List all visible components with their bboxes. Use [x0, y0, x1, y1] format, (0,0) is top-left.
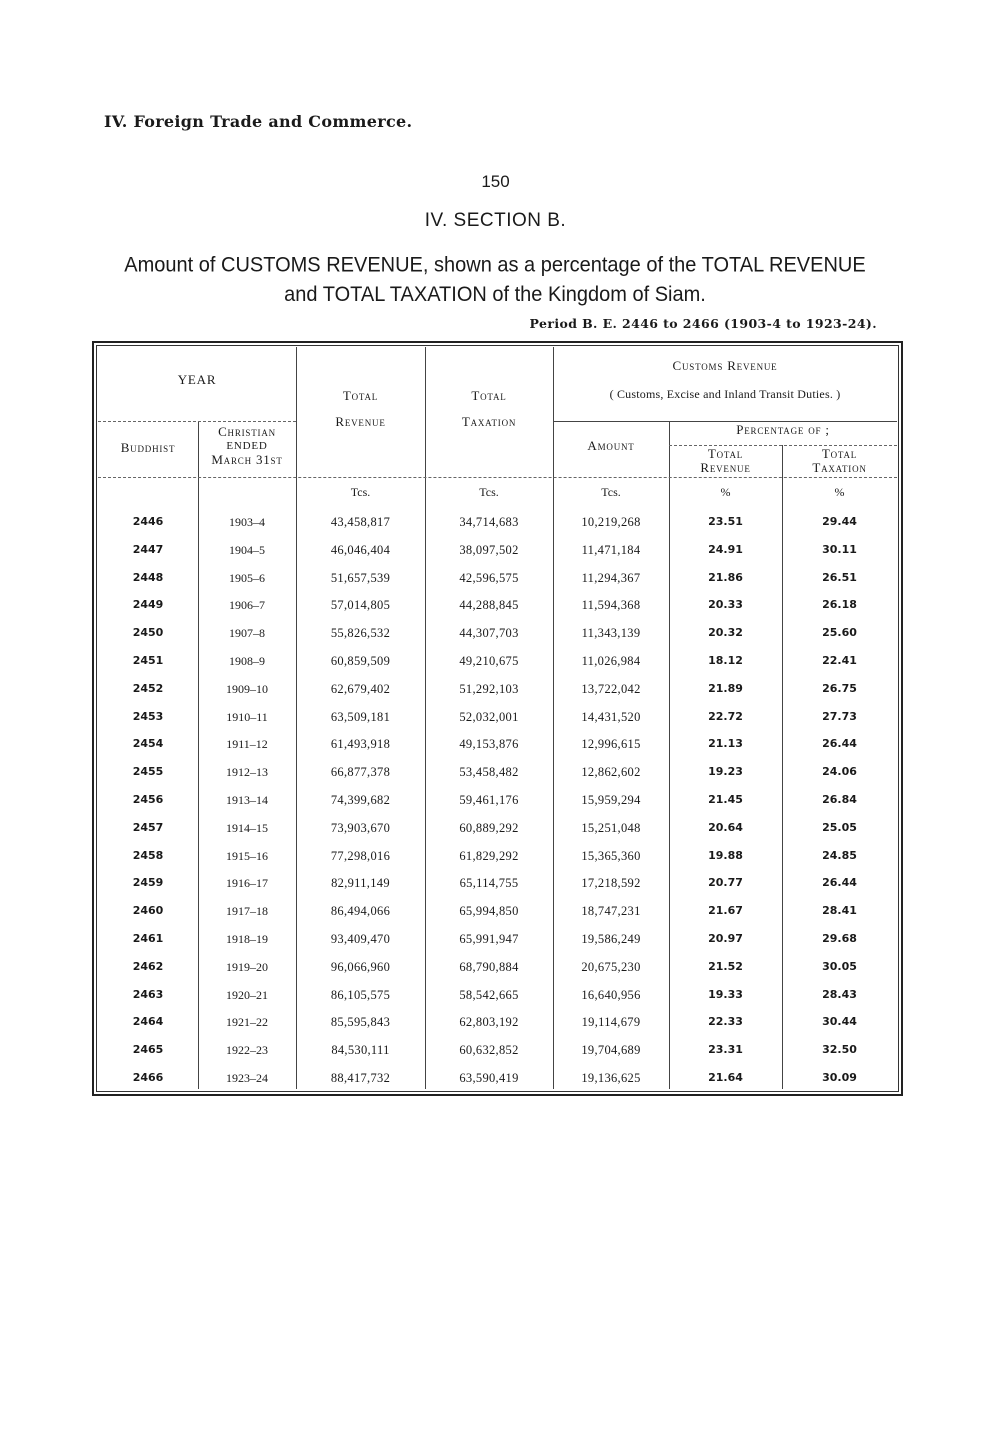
cell-christian-year: 1910–11: [226, 709, 268, 724]
cell-total-revenue: 63,509,181: [330, 709, 391, 724]
cell-buddhist-year: 2453: [132, 709, 164, 723]
cell-total-taxation: 42,596,575: [459, 570, 519, 585]
cell-total-revenue: 43,458,817: [330, 515, 391, 529]
cell-pct-revenue: 21.52: [708, 959, 743, 973]
cell-total-revenue: 85,595,843: [330, 1015, 391, 1030]
cell-total-taxation: 60,632,852: [459, 1043, 519, 1058]
cell-total-revenue: 74,399,682: [330, 793, 391, 807]
cell-total-taxation: 49,153,876: [459, 737, 519, 752]
header-customs-description: ( Customs, Excise and Inland Transit Duties. ): [609, 387, 841, 401]
header-total-taxation: Total Taxation: [461, 388, 517, 429]
cell-customs-amount: 16,640,956: [581, 987, 641, 1002]
cell-customs-amount: 10,219,268: [581, 515, 641, 529]
cell-total-taxation: 61,829,292: [459, 848, 519, 863]
cell-christian-year: 1917–18: [226, 904, 268, 919]
cell-christian-year: 1922–23: [226, 1043, 268, 1058]
cell-total-taxation: 44,288,845: [459, 598, 519, 613]
cell-customs-amount: 19,114,679: [581, 1015, 641, 1030]
cell-pct-revenue: 21.64: [708, 1071, 743, 1084]
cell-total-revenue: 88,417,732: [330, 1071, 391, 1085]
cell-total-taxation: 53,458,482: [459, 765, 519, 780]
row-divider-year: [98, 421, 296, 422]
cell-customs-amount: 11,294,367: [581, 570, 641, 585]
cell-customs-amount: 13,722,042: [581, 681, 641, 696]
cell-pct-revenue: 23.51: [708, 515, 743, 528]
cell-buddhist-year: 2460: [132, 904, 164, 918]
cell-pct-revenue: 19.88: [708, 848, 743, 862]
cell-customs-amount: 17,218,592: [581, 876, 641, 891]
cell-pct-revenue: 19.23: [708, 765, 743, 779]
cell-pct-taxation: 26.44: [822, 876, 857, 890]
cell-total-revenue: 82,911,149: [331, 876, 390, 891]
cell-buddhist-year: 2446: [132, 515, 164, 528]
header-pct-total-taxation: Total Taxation: [812, 446, 867, 475]
cell-total-revenue: 86,105,575: [330, 987, 391, 1002]
cell-christian-year: 1903–4: [229, 515, 265, 529]
unit-total-revenue: Tcs.: [350, 485, 371, 499]
cell-buddhist-year: 2458: [132, 848, 164, 862]
cell-buddhist-year: 2465: [132, 1043, 164, 1057]
page-header: IV. Foreign Trade and Commerce.: [104, 112, 413, 131]
cell-total-revenue: 55,826,532: [330, 626, 391, 641]
header-buddhist: Buddhist: [120, 440, 176, 455]
cell-buddhist-year: 2452: [132, 681, 164, 695]
cell-buddhist-year: 2464: [132, 1015, 164, 1029]
cell-christian-year: 1920–21: [226, 987, 268, 1002]
cell-total-taxation: 65,994,850: [459, 904, 519, 919]
cell-customs-amount: 11,026,984: [581, 654, 641, 668]
cell-buddhist-year: 2463: [132, 987, 164, 1001]
cell-christian-year: 1918–19: [226, 932, 268, 946]
cell-pct-taxation: 24.06: [822, 765, 857, 779]
cell-pct-revenue: 21.86: [708, 570, 743, 584]
cell-pct-taxation: 28.43: [822, 987, 857, 1001]
cell-customs-amount: 12,996,615: [581, 737, 641, 752]
cell-christian-year: 1914–15: [226, 820, 268, 835]
cell-customs-amount: 11,471,184: [581, 542, 641, 557]
cell-total-revenue: 77,298,016: [330, 848, 391, 863]
cell-total-taxation: 52,032,001: [459, 709, 519, 724]
cell-pct-taxation: 25.60: [822, 626, 857, 640]
cell-christian-year: 1911–12: [226, 737, 268, 752]
cell-pct-taxation: 29.68: [822, 932, 857, 945]
cell-pct-taxation: 24.85: [822, 848, 857, 862]
cell-christian-year: 1904–5: [229, 542, 265, 557]
cell-total-revenue: 57,014,805: [330, 598, 391, 613]
cell-total-taxation: 63,590,419: [459, 1071, 519, 1085]
cell-total-revenue: 60,859,509: [330, 654, 391, 668]
cell-total-taxation: 59,461,176: [459, 793, 519, 807]
cell-pct-revenue: 22.72: [708, 709, 743, 723]
cell-pct-taxation: 29.44: [822, 515, 857, 528]
cell-buddhist-year: 2448: [132, 570, 164, 584]
cell-pct-taxation: 26.44: [822, 737, 857, 751]
header-percentage-of: Percentage of ;: [736, 422, 830, 437]
cell-total-revenue: 46,046,404: [330, 542, 391, 557]
cell-pct-revenue: 18.12: [708, 654, 743, 667]
cell-total-revenue: 84,530,111: [331, 1043, 390, 1058]
table-title-line-1: Amount of CUSTOMS REVENUE, shown as a percentage of the TOTAL REVENUE: [124, 253, 866, 277]
cell-pct-taxation: 28.41: [822, 904, 857, 918]
cell-pct-revenue: 21.67: [708, 904, 743, 918]
cell-pct-taxation: 30.44: [822, 1015, 857, 1029]
header-customs-revenue: Customs Revenue: [672, 358, 778, 373]
cell-pct-taxation: 30.05: [822, 959, 857, 973]
cell-christian-year: 1921–22: [226, 1015, 268, 1030]
header-amount: Amount: [587, 438, 635, 453]
cell-buddhist-year: 2459: [132, 876, 164, 890]
cell-total-revenue: 62,679,402: [330, 681, 391, 696]
cell-pct-revenue: 21.89: [708, 681, 743, 695]
row-divider-customs: [553, 421, 897, 422]
cell-pct-revenue: 20.77: [708, 876, 743, 890]
cell-pct-taxation: 22.41: [822, 654, 857, 667]
cell-customs-amount: 14,431,520: [581, 709, 641, 724]
cell-pct-revenue: 20.33: [708, 598, 743, 612]
cell-pct-revenue: 20.64: [708, 820, 743, 834]
cell-customs-amount: 19,586,249: [581, 932, 641, 946]
cell-buddhist-year: 2455: [132, 765, 164, 779]
cell-buddhist-year: 2456: [132, 793, 164, 806]
cell-buddhist-year: 2462: [132, 959, 164, 973]
cell-customs-amount: 15,251,048: [581, 820, 641, 835]
cell-total-taxation: 49,210,675: [459, 654, 519, 668]
cell-pct-taxation: 30.09: [822, 1071, 857, 1084]
cell-buddhist-year: 2447: [132, 542, 164, 556]
section-heading: IV. SECTION B.: [424, 210, 567, 231]
period-caption: Period B. E. 2446 to 2466 (1903-4 to 1923-24).: [529, 316, 877, 331]
cell-customs-amount: 18,747,231: [581, 904, 641, 919]
header-pct-total-revenue: Total Revenue: [700, 446, 751, 475]
unit-pct-revenue: %: [720, 485, 731, 499]
cell-customs-amount: 12,862,602: [581, 765, 641, 780]
cell-total-taxation: 68,790,884: [459, 959, 519, 974]
cell-pct-revenue: 20.32: [708, 626, 743, 640]
cell-buddhist-year: 2457: [132, 820, 164, 834]
cell-buddhist-year: 2451: [132, 654, 164, 667]
cell-customs-amount: 15,365,360: [581, 848, 641, 863]
cell-christian-year: 1915–16: [226, 848, 268, 863]
cell-pct-taxation: 32.50: [822, 1043, 857, 1057]
cell-pct-taxation: 30.11: [822, 542, 857, 556]
cell-total-revenue: 61,493,918: [330, 737, 391, 752]
cell-pct-revenue: 20.97: [708, 932, 743, 945]
cell-total-revenue: 86,494,066: [330, 904, 391, 919]
cell-christian-year: 1905–6: [229, 570, 265, 585]
cell-total-taxation: 38,097,502: [459, 542, 519, 557]
cell-pct-taxation: 26.18: [822, 598, 857, 612]
cell-pct-taxation: 25.05: [822, 820, 857, 834]
cell-total-revenue: 93,409,470: [330, 932, 391, 946]
table-title-line-2: and TOTAL TAXATION of the Kingdom of Siam.: [284, 283, 706, 307]
cell-pct-revenue: 23.31: [708, 1043, 743, 1057]
cell-pct-revenue: 21.13: [708, 737, 743, 751]
cell-pct-taxation: 27.73: [822, 709, 857, 723]
cell-customs-amount: 11,343,139: [581, 626, 641, 641]
cell-total-taxation: 60,889,292: [459, 820, 519, 835]
unit-amount: Tcs.: [601, 485, 621, 499]
cell-christian-year: 1909–10: [226, 681, 268, 696]
customs-revenue-table: [92, 341, 903, 1096]
cell-christian-year: 1923–24: [226, 1071, 268, 1085]
unit-pct-taxation: %: [834, 485, 845, 499]
cell-pct-taxation: 26.75: [822, 681, 857, 695]
cell-christian-year: 1912–13: [226, 765, 268, 780]
cell-christian-year: 1908–9: [229, 654, 265, 668]
cell-customs-amount: 15,959,294: [581, 793, 641, 807]
cell-buddhist-year: 2449: [132, 598, 164, 612]
cell-total-revenue: 96,066,960: [330, 959, 391, 974]
cell-total-revenue: 51,657,539: [330, 570, 391, 585]
cell-buddhist-year: 2466: [132, 1071, 164, 1084]
cell-pct-revenue: 19.33: [708, 987, 743, 1001]
header-christian: Christian ENDED March 31st: [211, 424, 283, 467]
cell-total-taxation: 62,803,192: [459, 1015, 519, 1030]
cell-pct-revenue: 21.45: [708, 793, 743, 806]
header-total-revenue: Total Revenue: [335, 388, 386, 429]
cell-buddhist-year: 2461: [132, 932, 164, 945]
row-divider-percentage: [669, 445, 897, 446]
cell-christian-year: 1916–17: [226, 876, 268, 891]
unit-total-taxation: Tcs.: [479, 485, 499, 499]
cell-buddhist-year: 2450: [132, 626, 164, 640]
cell-customs-amount: 11,594,368: [581, 598, 641, 613]
cell-customs-amount: 19,136,625: [581, 1071, 641, 1085]
cell-pct-taxation: 26.84: [822, 793, 857, 806]
cell-christian-year: 1906–7: [229, 598, 265, 613]
cell-total-taxation: 58,542,665: [459, 987, 519, 1002]
cell-total-revenue: 73,903,670: [330, 820, 391, 835]
cell-christian-year: 1913–14: [226, 793, 268, 807]
page-number: 150: [481, 172, 510, 191]
cell-total-taxation: 65,114,755: [459, 876, 519, 891]
cell-total-taxation: 65,991,947: [459, 932, 519, 946]
header-year: YEAR: [177, 372, 217, 387]
cell-customs-amount: 20,675,230: [581, 959, 641, 974]
cell-total-taxation: 34,714,683: [459, 515, 519, 529]
cell-total-taxation: 44,307,703: [459, 626, 519, 641]
cell-pct-revenue: 24.91: [708, 542, 743, 556]
cell-christian-year: 1907–8: [229, 626, 265, 641]
cell-buddhist-year: 2454: [132, 737, 164, 751]
cell-christian-year: 1919–20: [226, 959, 268, 974]
cell-customs-amount: 19,704,689: [581, 1043, 641, 1058]
cell-pct-taxation: 26.51: [822, 570, 857, 584]
row-divider-header: [98, 477, 897, 478]
cell-total-revenue: 66,877,378: [330, 765, 391, 780]
cell-pct-revenue: 22.33: [708, 1015, 743, 1029]
table-title: [90, 251, 900, 310]
cell-total-taxation: 51,292,103: [459, 681, 519, 696]
